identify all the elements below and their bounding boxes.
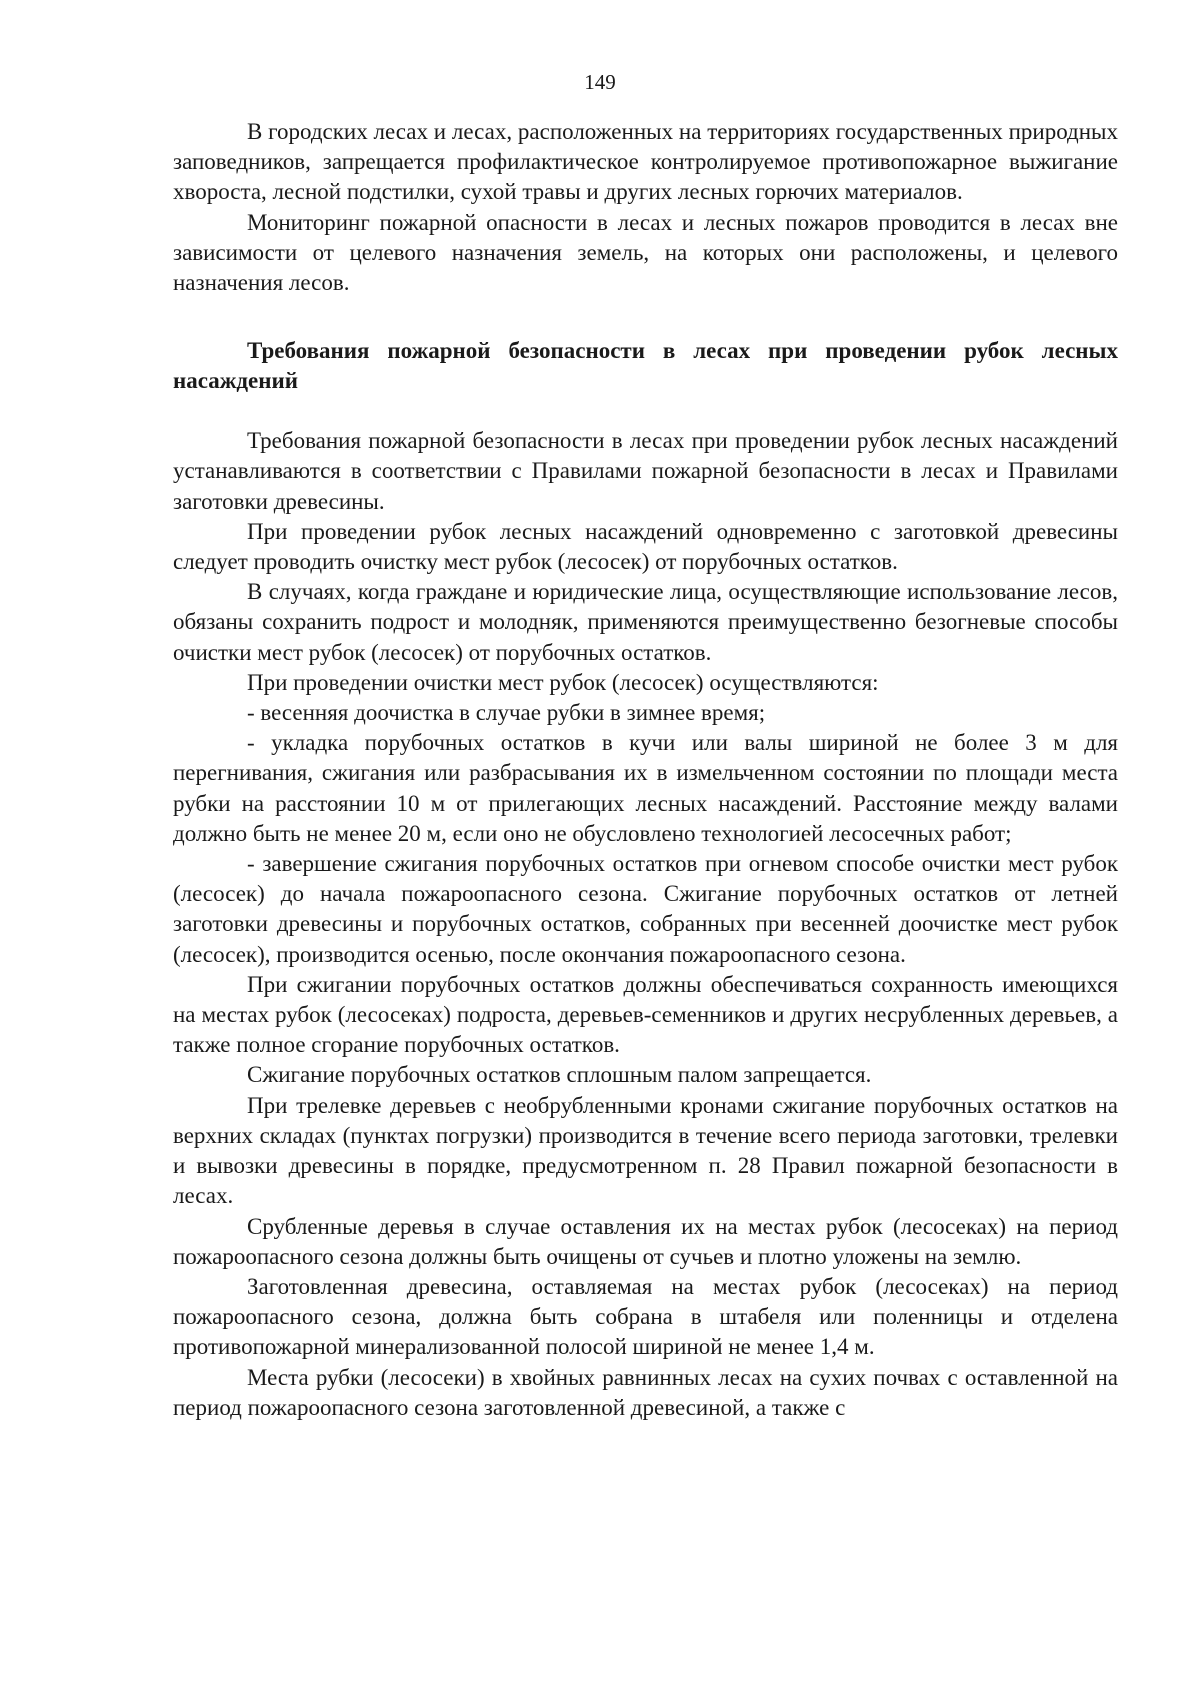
paragraph: Места рубки (лесосеки) в хвойных равнинных лесах на сухих почвах с оставленной на период пожароопасного сезона заготовленной древесиной, а также с	[173, 1364, 1118, 1420]
paragraph: В случаях, когда граждане и юридические лица, осуществляющие использование лесов, обязаны сохранить подрост и молодняк, применяются преимущественно безогневые способы очистки мест рубок (лесосек) от порубочных остатков.	[173, 579, 1118, 665]
paragraph: Срубленные деревья в случае оставления их на местах рубок (лесосеках) на период пожароопасного сезона должны быть очищены от сучьев и плотно уложены на землю.	[173, 1213, 1118, 1269]
section-heading: Требования пожарной безопасности в лесах при проведении рубок лесных насаждений	[173, 338, 1118, 394]
list-item: - весенняя доочистка в случае рубки в зимнее время;	[247, 700, 766, 726]
paragraph: При трелевке деревьев с необрубленными кронами сжигание порубочных остатков на верхних складах (пунктах погрузки) производится в течение всего периода заготовки, трелевки и вывозки древесины в порядке, предусмотренном п. 28 Правил пожарной безопасности в лесах.	[173, 1092, 1118, 1209]
page-number: 149	[584, 70, 616, 94]
document-body	[173, 117, 1118, 1423]
paragraph: В городских лесах и лесах, расположенных на территориях государственных природных заповедников, запрещается профилактическое контролируемое противопожарное выжигание хвороста, лесной подстилки, сухой травы и других лесных горючих материалов.	[173, 119, 1118, 205]
paragraph: Мониторинг пожарной опасности в лесах и лесных пожаров проводится в лесах вне зависимости от целевого назначения земель, на которых они расположены, и целевого назначения лесов.	[173, 209, 1118, 296]
list-item: - завершение сжигания порубочных остатков при огневом способе очистки мест рубок (лесосек) до начала пожароопасного сезона. Сжигание порубочных остатков от летней заготовки древесины и порубочных остатков, собранных при весенней доочистке мест рубок (лесосек), производится осенью, после окончания пожароопасного сезона.	[173, 851, 1118, 967]
list-item: - укладка порубочных остатков в кучи или валы шириной не более 3 м для перегнивания, сжигания или разбрасывания их в измельченном состоянии по площади места рубки на расстоянии 10 м от прилегающих лесных насаждений. Расстояние между валами должно быть не менее 20 м, если оно не обусловлено технологией лесосечных работ;	[173, 730, 1118, 846]
paragraph: При проведении очистки мест рубок (лесосек) осуществляются:	[247, 669, 879, 695]
paragraph: Заготовленная древесина, оставляемая на местах рубок (лесосеках) на период пожароопасного сезона, должна быть собрана в штабеля или поленницы и отделена противопожарной минерализованной полосой шириной не менее 1,4 м.	[173, 1273, 1118, 1360]
paragraph: Сжигание порубочных остатков сплошным палом запрещается.	[247, 1062, 872, 1088]
paragraph: При проведении рубок лесных насаждений одновременно с заготовкой древесины следует проводить очистку мест рубок (лесосек) от порубочных остатков.	[173, 518, 1118, 575]
paragraph: Требования пожарной безопасности в лесах при проведении рубок лесных насаждений устанавливаются в соответствии с Правилами пожарной безопасности в лесах и Правилами заготовки древесины.	[173, 428, 1118, 514]
paragraph: При сжигании порубочных остатков должны обеспечиваться сохранность имеющихся на местах рубок (лесосеках) подроста, деревьев-семенников и других несрубленных деревьев, а также полное сгорание порубочных остатков.	[173, 971, 1118, 1058]
